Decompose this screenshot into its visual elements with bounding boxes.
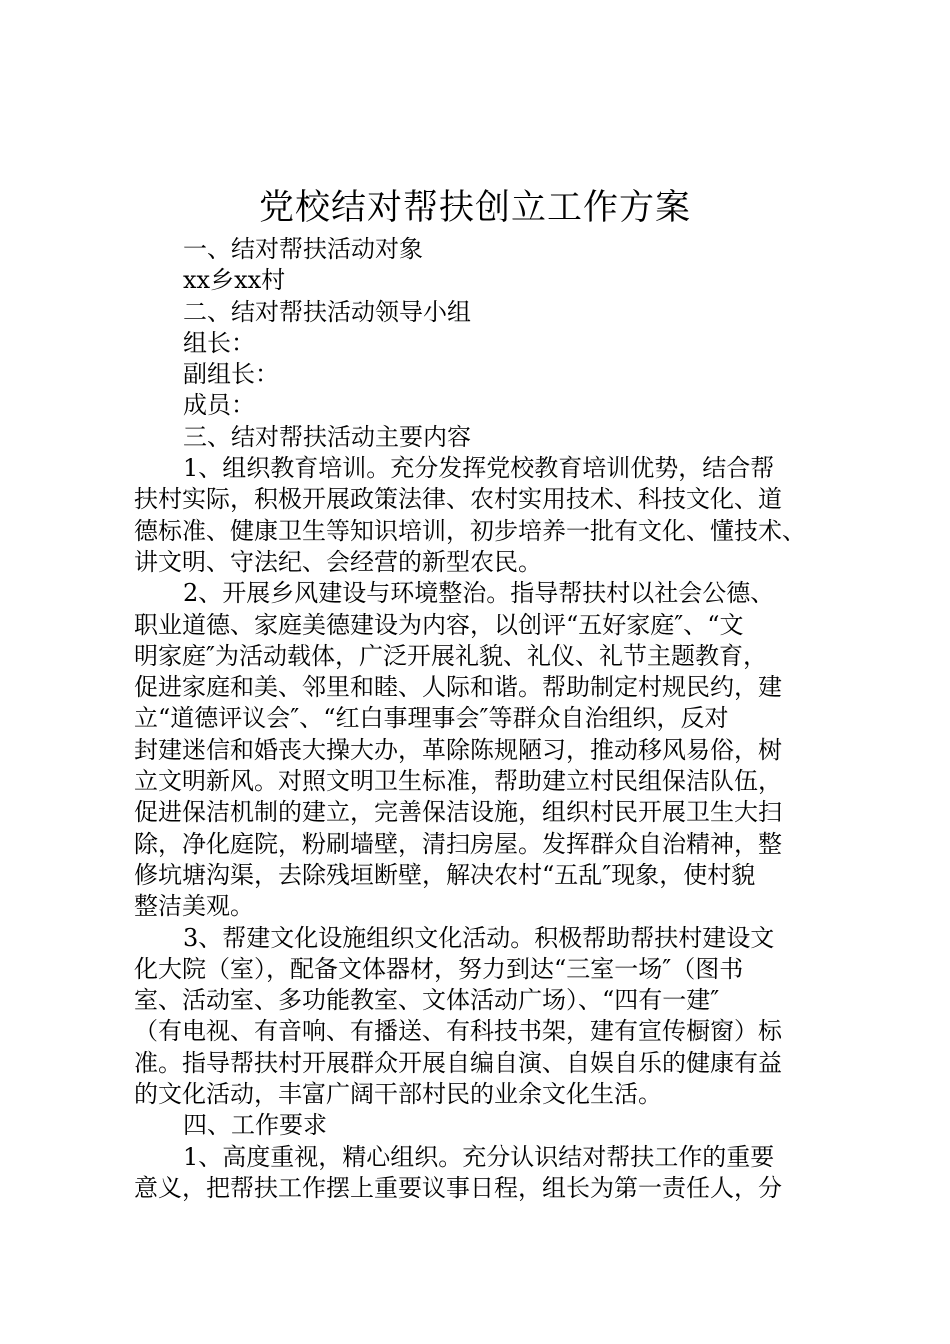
body-line: 封建迷信和婚丧大操大办，革除陈规陋习，推动移风易俗，树 [134, 735, 782, 764]
body-line: 德标准、健康卫生等知识培训，初步培养一批有文化、懂技术、 [134, 516, 806, 545]
body-line: 除，净化庭院，粉刷墙壁，清扫房屋。发挥群众自治精神，整 [134, 829, 782, 858]
body-line: （有电视、有音响、有播送、有科技书架，建有宣传橱窗）标 [134, 1017, 782, 1046]
document-title: 党校结对帮扶创立工作方案 [258, 188, 691, 228]
body-line: 成员： [183, 391, 255, 420]
body-line: 1、高度重视，精心组织。充分认识结对帮扶工作的重要 [183, 1142, 775, 1171]
body-line: 立“道德评议会″、“红白事理事会″等群众自治组织，反对 [134, 704, 729, 733]
body-line: 立文明新风。对照文明卫生标准，帮助建立村民组保洁队伍， [134, 767, 782, 796]
body-line: 副组长： [183, 360, 279, 389]
body-line: 讲文明、守法纪、会经营的新型农民。 [134, 547, 542, 576]
body-line: 促进保洁机制的建立，完善保洁设施，组织村民开展卫生大扫 [134, 798, 782, 827]
body-line: 职业道德、家庭美德建设为内容，以创评“五好家庭″、“文 [134, 610, 744, 639]
body-line: 整洁美观。 [134, 892, 254, 921]
body-line: xx乡xx村 [183, 266, 286, 295]
body-line: 的文化活动，丰富广阔干部村民的业余文化生活。 [134, 1080, 662, 1109]
body-line: 二、结对帮扶活动领导小组 [183, 297, 471, 326]
body-line: 室、活动室、多功能教室、文体活动广场）、“四有一建″ [134, 986, 720, 1015]
body-line: 促进家庭和美、邻里和睦、人际和谐。帮助制定村规民约，建 [134, 673, 782, 702]
body-line: 2、开展乡风建设与环境整治。指导帮扶村以社会公德、 [183, 579, 775, 608]
body-line: 修坑塘沟渠，去除残垣断壁，解决农村“五乱″现象，使村貌 [134, 860, 756, 889]
body-line: 明家庭″为活动载体，广泛开展礼貌、礼仪、礼节主题教育， [134, 641, 767, 670]
body-line: 化大院（室），配备文体器材，努力到达“三室一场″（图书 [134, 954, 744, 983]
body-line: 组长： [183, 328, 255, 357]
body-line: 3、帮建文化设施组织文化活动。积极帮助帮扶村建设文 [183, 923, 775, 952]
body-line: 四、工作要求 [183, 1111, 327, 1140]
body-line: 1、组织教育培训。充分发挥党校教育培训优势，结合帮 [183, 454, 775, 483]
body-line: 准。指导帮扶村开展群众开展自编自演、自娱自乐的健康有益 [134, 1048, 782, 1077]
document-body [134, 234, 844, 1204]
body-line: 意义，把帮扶工作摆上重要议事日程，组长为第一责任人，分 [134, 1173, 782, 1202]
body-line: 一、结对帮扶活动对象 [183, 235, 423, 263]
body-line: 三、结对帮扶活动主要内容 [183, 422, 471, 451]
body-line: 扶村实际，积极开展政策法律、农村实用技术、科技文化、道 [134, 485, 782, 514]
